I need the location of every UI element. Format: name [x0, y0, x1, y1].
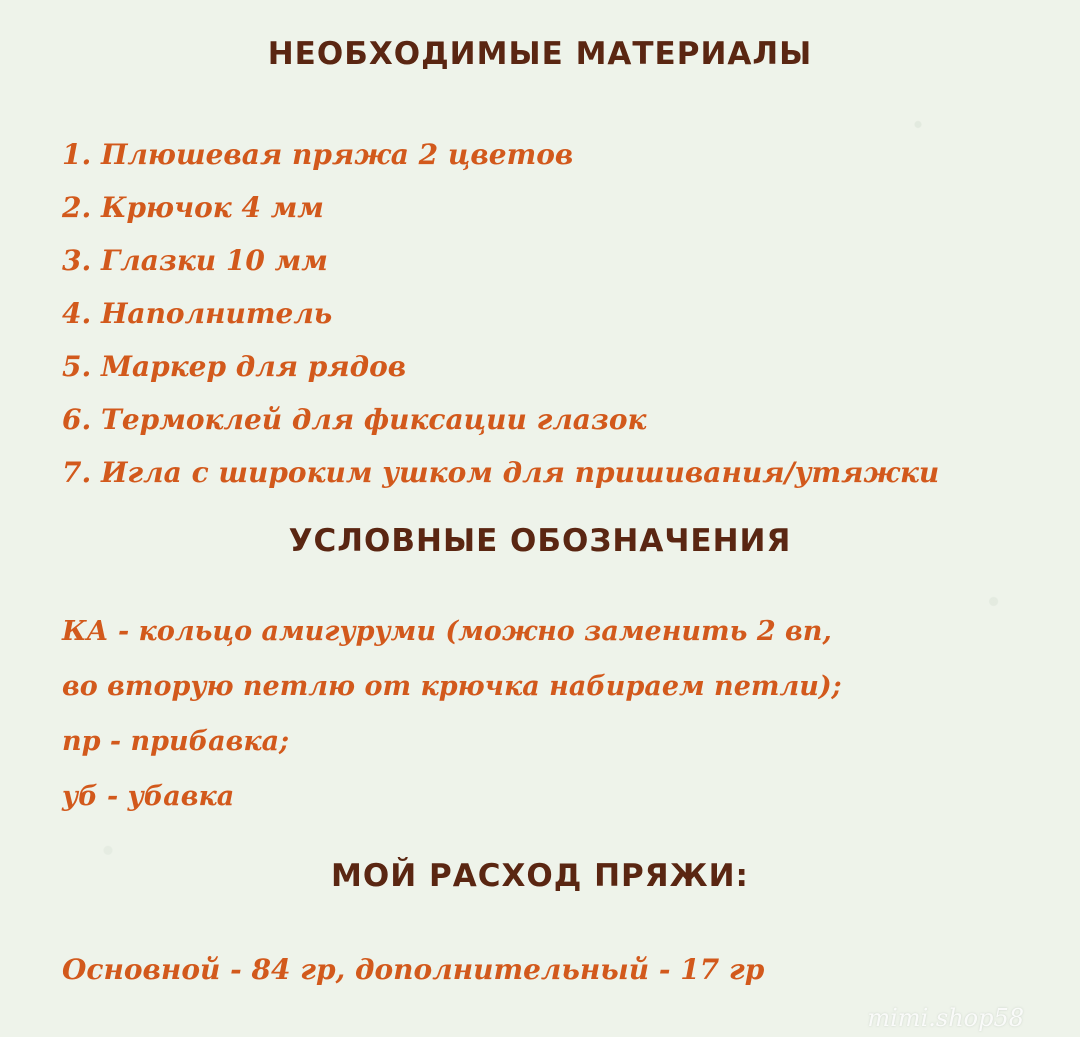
materials-item-6: 6. Термоклей для фиксации глазок	[62, 403, 647, 436]
materials-item-5: 5. Маркер для рядов	[62, 350, 407, 383]
watermark: mimi.shop58	[867, 1004, 1024, 1032]
materials-item-1: 1. Плюшевая пряжа 2 цветов	[62, 138, 574, 171]
materials-list	[62, 128, 939, 499]
materials-item-7: 7. Игла с широким ушком для пришивания/утяжки	[62, 456, 940, 489]
legend-line-2: во вторую петлю от крючка набираем петли);	[62, 671, 842, 702]
yarn-usage-text: Основной - 84 гр, дополнительный - 17 гр	[62, 953, 765, 986]
legend-heading: УСЛОВНЫЕ ОБОЗНАЧЕНИЯ	[288, 523, 792, 559]
materials-item-2: 2. Крючок 4 мм	[62, 191, 324, 224]
yarn-heading: МОЙ РАСХОД ПРЯЖИ:	[331, 858, 749, 894]
materials-item-4: 4. Наполнитель	[62, 297, 333, 330]
legend-line-3: пр - прибавка;	[62, 726, 290, 757]
legend-block	[62, 604, 842, 824]
materials-heading: НЕОБХОДИМЫЕ МАТЕРИАЛЫ	[267, 36, 813, 72]
legend-line-1: КА - кольцо амигуруми (можно заменить 2 вп,	[62, 616, 832, 647]
yarn-block	[62, 942, 764, 998]
materials-item-3: 3. Глазки 10 мм	[62, 244, 328, 277]
legend-line-4: уб - убавка	[62, 781, 235, 812]
